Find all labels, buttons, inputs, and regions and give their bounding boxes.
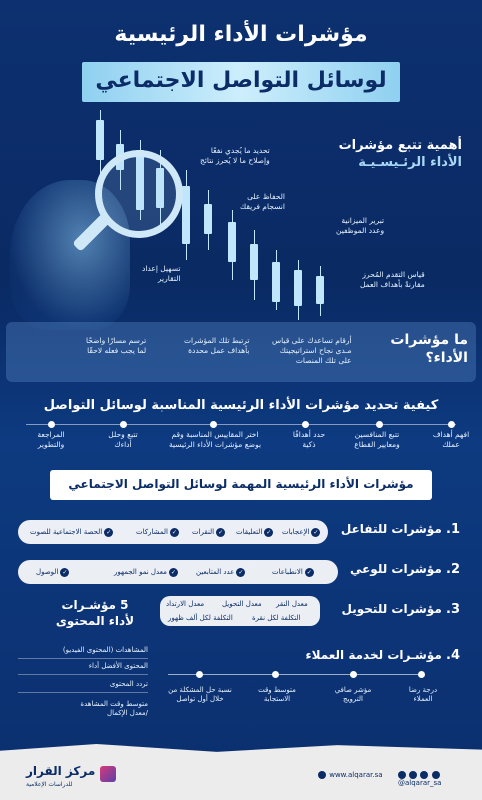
divider bbox=[18, 674, 148, 675]
conversion-chip: التكلفة لكل نقرة bbox=[252, 614, 301, 622]
divider bbox=[18, 658, 148, 659]
what-are-kpis-title: ما مؤشرات الأداء؟ bbox=[390, 332, 468, 366]
timeline-dot bbox=[196, 671, 203, 678]
importance-note: تسهيل إعداد التقارير bbox=[142, 264, 181, 284]
service-timeline bbox=[168, 674, 422, 675]
instagram-icon bbox=[432, 771, 440, 779]
page-title: مؤشرات الأداء الرئيسية bbox=[114, 22, 368, 47]
importance-heading-line2: الأداء الرئـيسـيـة bbox=[358, 154, 462, 170]
service-item: مؤشر صافي الترويج bbox=[334, 686, 372, 704]
website-link[interactable]: www.alqarar.sa bbox=[318, 771, 383, 779]
awareness-label: 2. مؤشرات للوعي bbox=[349, 562, 460, 577]
how-step: اختر المقاييس المناسبة وقم بوضع مؤشرات الأداء الرئيسية bbox=[168, 430, 262, 450]
awareness-chip: ✓ عدد المتابعين bbox=[196, 568, 245, 577]
conversion-chip: معدل النقر bbox=[276, 600, 308, 608]
how-step: المراجعة والتطوير bbox=[37, 430, 65, 450]
conversion-chip: معدل الارتداد bbox=[166, 600, 205, 608]
timeline-dot bbox=[448, 421, 455, 428]
service-item: نسبة حل المشكلة من خلال أول تواصل bbox=[168, 686, 232, 704]
engagement-chip: ✓ الإعجابات bbox=[282, 528, 320, 537]
page-subtitle: لوسائل التواصل الاجتماعي bbox=[95, 68, 387, 93]
content-item: تردد المحتوى bbox=[109, 680, 148, 688]
logo-text: مركز القرار bbox=[26, 764, 96, 778]
what-item: ترسم مسارًا واضحًا لما يجب فعله لاحقًا bbox=[86, 336, 147, 356]
how-step: افهم أهداف عملك bbox=[432, 430, 470, 450]
timeline-dot bbox=[350, 671, 357, 678]
social-handle[interactable]: @alqarar_sa bbox=[398, 771, 482, 787]
content-item: المحتوى الأفضل أداء bbox=[88, 662, 148, 670]
logo-subtext: للدراسات الإعلامية bbox=[26, 781, 73, 788]
engagement-chip: ✓ النقرات bbox=[192, 528, 225, 537]
awareness-chip: ✓ الانطباعات bbox=[272, 568, 314, 577]
timeline-dot bbox=[272, 671, 279, 678]
engagement-chip: ✓ التعليقات bbox=[236, 528, 273, 537]
timeline-dot bbox=[302, 421, 309, 428]
how-step: تتبع وحلل أداءك bbox=[108, 430, 138, 450]
globe-icon bbox=[318, 771, 326, 779]
youtube-icon bbox=[420, 771, 428, 779]
how-timeline bbox=[26, 424, 456, 425]
conversion-chip: التكلفة لكل ألف ظهور bbox=[168, 614, 233, 622]
importance-note: تحديد ما يُجدي نفعًا وإصلاح ما لا يُحرز نتائج bbox=[200, 146, 270, 166]
timeline-dot bbox=[210, 421, 217, 428]
importance-heading bbox=[339, 138, 462, 172]
what-item: ترتبط تلك المؤشرات بأهداف عمل محددة bbox=[184, 336, 250, 356]
engagement-chip: ✓ الحصة الاجتماعية للصوت bbox=[30, 528, 113, 537]
awareness-chip: ✓ الوصول bbox=[36, 568, 69, 577]
important-kpis-title: مؤشرات الأداء الرئيسية المهمة لوسائل التواصل الاجتماعي bbox=[68, 477, 414, 491]
x-icon bbox=[398, 771, 406, 779]
divider bbox=[18, 692, 148, 693]
timeline-dot bbox=[418, 671, 425, 678]
how-step: تتبع المنافسين ومعايير القطاع bbox=[354, 430, 400, 450]
conversion-chip: معدل التحويل bbox=[222, 600, 262, 608]
how-step: حدد أهدافًا ذكية bbox=[292, 430, 326, 450]
importance-heading-line1: أهمية تتبع مؤشرات bbox=[338, 138, 462, 153]
how-title: كيفية تحديد مؤشرات الأداء الرئيسية المناسبة لوسائل التواصل bbox=[43, 398, 439, 413]
logo-icon bbox=[100, 766, 116, 782]
magnifier-icon bbox=[95, 150, 183, 238]
what-item: أرقام تساعدك على قياس مـدى نجاح استراتيجيتك على تلك المنصات bbox=[272, 336, 352, 366]
importance-note: قياس التقدم المُحرز مقارنةً بأهداف العمل bbox=[360, 270, 425, 290]
service-label: 4. مؤشـرات لخدمة العملاء bbox=[305, 648, 460, 663]
linkedin-icon bbox=[409, 771, 417, 779]
importance-note: الحفاظ على انسجام فريقك bbox=[240, 192, 285, 212]
awareness-chip: ✓ معدل نمو الجمهور bbox=[114, 568, 178, 577]
content-item: متوسط وقت المشاهدة /معدل الإكمال bbox=[80, 700, 148, 718]
timeline-dot bbox=[48, 421, 55, 428]
content-item: المشاهدات (المحتوى الفيديو) bbox=[62, 646, 148, 654]
importance-note: تبرير الميزانية وعدد الموظفين bbox=[336, 216, 385, 236]
service-item: درجة رضا العملاء bbox=[408, 686, 438, 704]
service-item: متوسط وقت الاستجابة bbox=[258, 686, 296, 704]
timeline-dot bbox=[120, 421, 127, 428]
engagement-label: 1. مؤشرات للتفاعل bbox=[340, 522, 460, 537]
engagement-chip: ✓ المشاركات bbox=[136, 528, 179, 537]
conversion-label: 3. مؤشرات للتحويل bbox=[341, 602, 460, 617]
content-kpis-title: 5 مؤشـرات لأداء المحتوى bbox=[55, 598, 135, 628]
timeline-dot bbox=[376, 421, 383, 428]
